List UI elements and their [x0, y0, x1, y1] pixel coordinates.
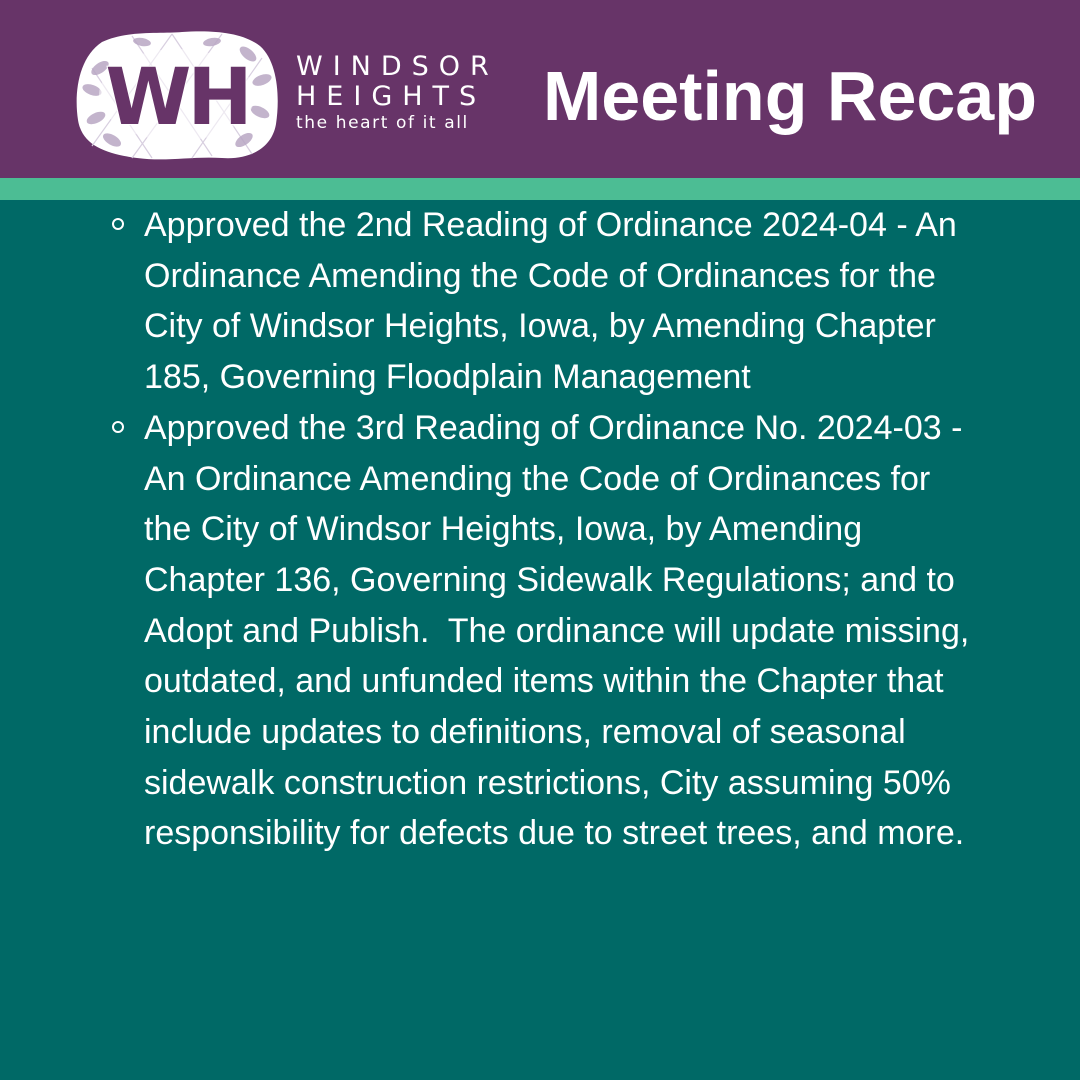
- recap-item-line: Ordinance Amending the Code of Ordinances for the: [144, 256, 936, 295]
- recap-list: [0, 200, 1080, 859]
- recap-item-line: Chapter 136, Governing Sidewalk Regulations; and to: [144, 560, 955, 599]
- recap-item-line: the City of Windsor Heights, Iowa, by Amending: [144, 510, 863, 549]
- page-title: Meeting Recap: [543, 57, 1037, 135]
- logo-word-windsor: WINDSOR: [296, 51, 499, 82]
- recap-item-line: sidewalk construction restrictions, City assuming 50%: [144, 763, 951, 802]
- recap-item-line: 185, Governing Floodplain Management: [144, 358, 751, 397]
- circle-bullet-icon: [112, 218, 124, 230]
- logo-monogram: WH: [105, 53, 249, 143]
- logo-wordmark: [296, 52, 499, 133]
- accent-stripe: [0, 178, 1080, 200]
- recap-item: [0, 403, 1080, 859]
- header-bar: [0, 0, 1080, 178]
- recap-item-line: outdated, and unfunded items within the Chapter that: [144, 662, 944, 701]
- logo-tagline: the heart of it all: [296, 113, 469, 133]
- recap-item-line: An Ordinance Amending the Code of Ordinances for: [144, 459, 931, 498]
- recap-item-line: Approved the 2nd Reading of Ordinance 2024-04 - An: [144, 206, 957, 244]
- circle-bullet-icon: [112, 421, 124, 433]
- logo-emblem-icon: [72, 28, 282, 162]
- recap-item-line: Adopt and Publish. The ordinance will update missing,: [144, 611, 970, 650]
- recap-item-line: responsibility for defects due to street trees, and more.: [144, 814, 965, 853]
- recap-item-line: Approved the 3rd Reading of Ordinance No. 2024-03 -: [144, 408, 963, 447]
- logo-word-heights: HEIGHTS: [296, 81, 487, 112]
- recap-item-line: include updates to definitions, removal of seasonal: [144, 713, 906, 752]
- recap-item-line: City of Windsor Heights, Iowa, by Amending Chapter: [144, 307, 936, 346]
- recap-item: [0, 200, 1080, 403]
- windsor-heights-logo-badge: [72, 28, 282, 162]
